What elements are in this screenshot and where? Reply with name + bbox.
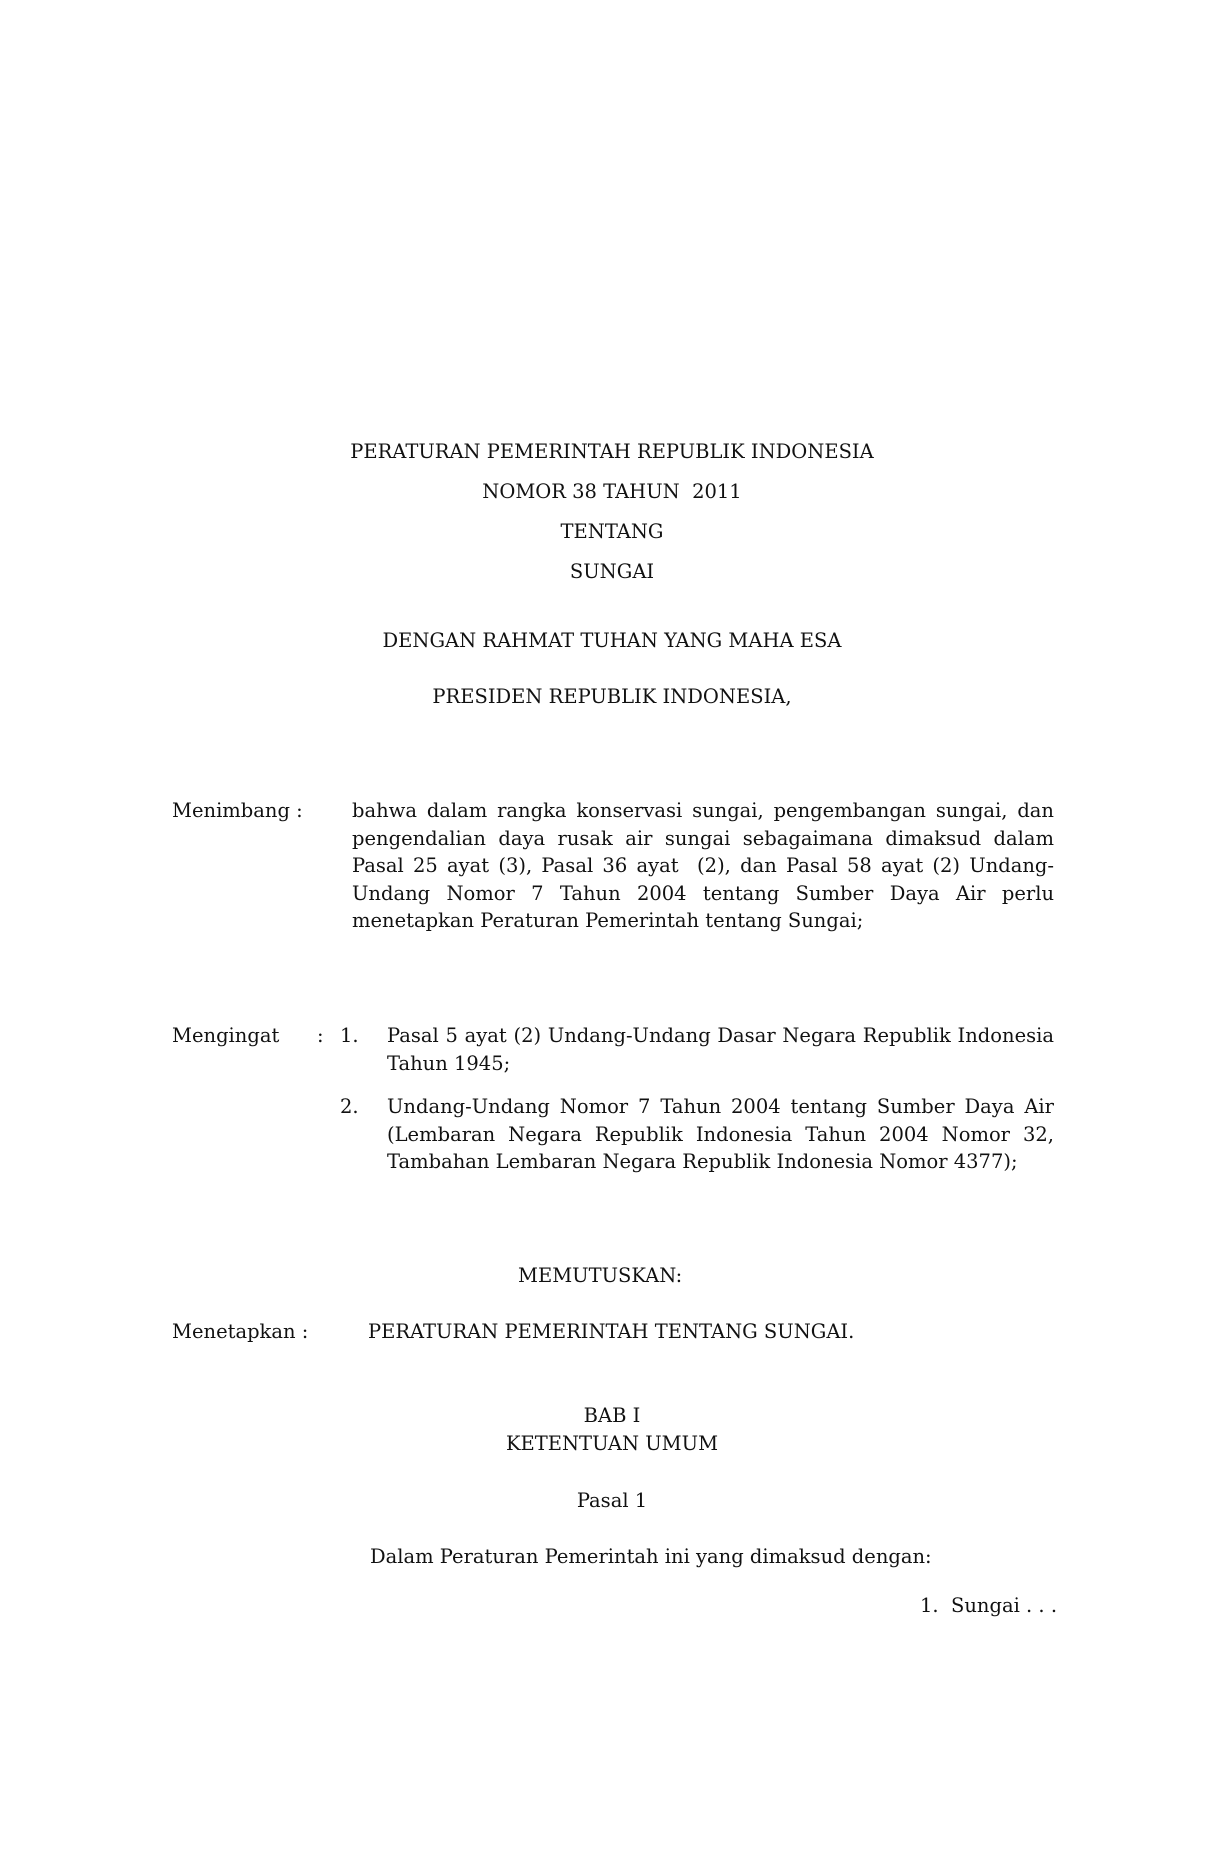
pasal-intro: Dalam Peraturan Pemerintah ini yang dimaksud dengan: (370, 1545, 932, 1568)
menimbang-label: Menimbang : (172, 799, 303, 822)
page-continuation: 1. Sungai . . . (920, 1594, 1058, 1617)
bab-number: BAB I (583, 1404, 641, 1427)
title-line-2: NOMOR 38 TAHUN 2011 (482, 480, 742, 503)
mengingat-item-1-text: Pasal 5 ayat (2) Undang-Undang Dasar Negara Republik Indonesia Tahun 1945; (387, 1024, 1054, 1075)
title-line-3: TENTANG (560, 520, 664, 543)
title-line-4: SUNGAI (569, 560, 655, 583)
authority: PRESIDEN REPUBLIK INDONESIA, (432, 685, 792, 708)
menetapkan-label: Menetapkan : (172, 1320, 309, 1343)
menimbang-text: bahwa dalam rangka konservasi sungai, pengembangan sungai, dan pengendalian daya rusak air sungai sebagaimana dimaksud dalam Pasal 25 ayat (3), Pasal 36 ayat (2), dan Pasal 58 ayat (2) Undang-Undang Nomor 7 Tahun 2004 tentang Sumber Daya Air perlu menetapkan Peraturan Pemerintah tentang Sungai; (352, 799, 1061, 933)
pasal-title: Pasal 1 (576, 1489, 648, 1512)
mengingat-item-2-number: 2. (340, 1095, 359, 1118)
mengingat-item-2-text: Undang-Undang Nomor 7 Tahun 2004 tentang Sumber Daya Air (Lembaran Negara Republik Indonesia Tahun 2004 Nomor 32, Tambahan Lembaran Negara Republik Indonesia Nomor 4377); (387, 1095, 1054, 1174)
menetapkan-text: PERATURAN PEMERINTAH TENTANG SUNGAI. (368, 1320, 855, 1343)
mengingat-item-1-number: 1. (340, 1024, 359, 1047)
bab-title: KETENTUAN UMUM (505, 1432, 719, 1455)
mengingat-label: Mengingat (172, 1024, 280, 1047)
invocation: DENGAN RAHMAT TUHAN YANG MAHA ESA (382, 629, 842, 652)
title-line-1: PERATURAN PEMERINTAH REPUBLIK INDONESIA (350, 440, 874, 463)
memutuskan-heading: MEMUTUSKAN: (518, 1264, 683, 1287)
mengingat-colon: : (317, 1024, 324, 1047)
